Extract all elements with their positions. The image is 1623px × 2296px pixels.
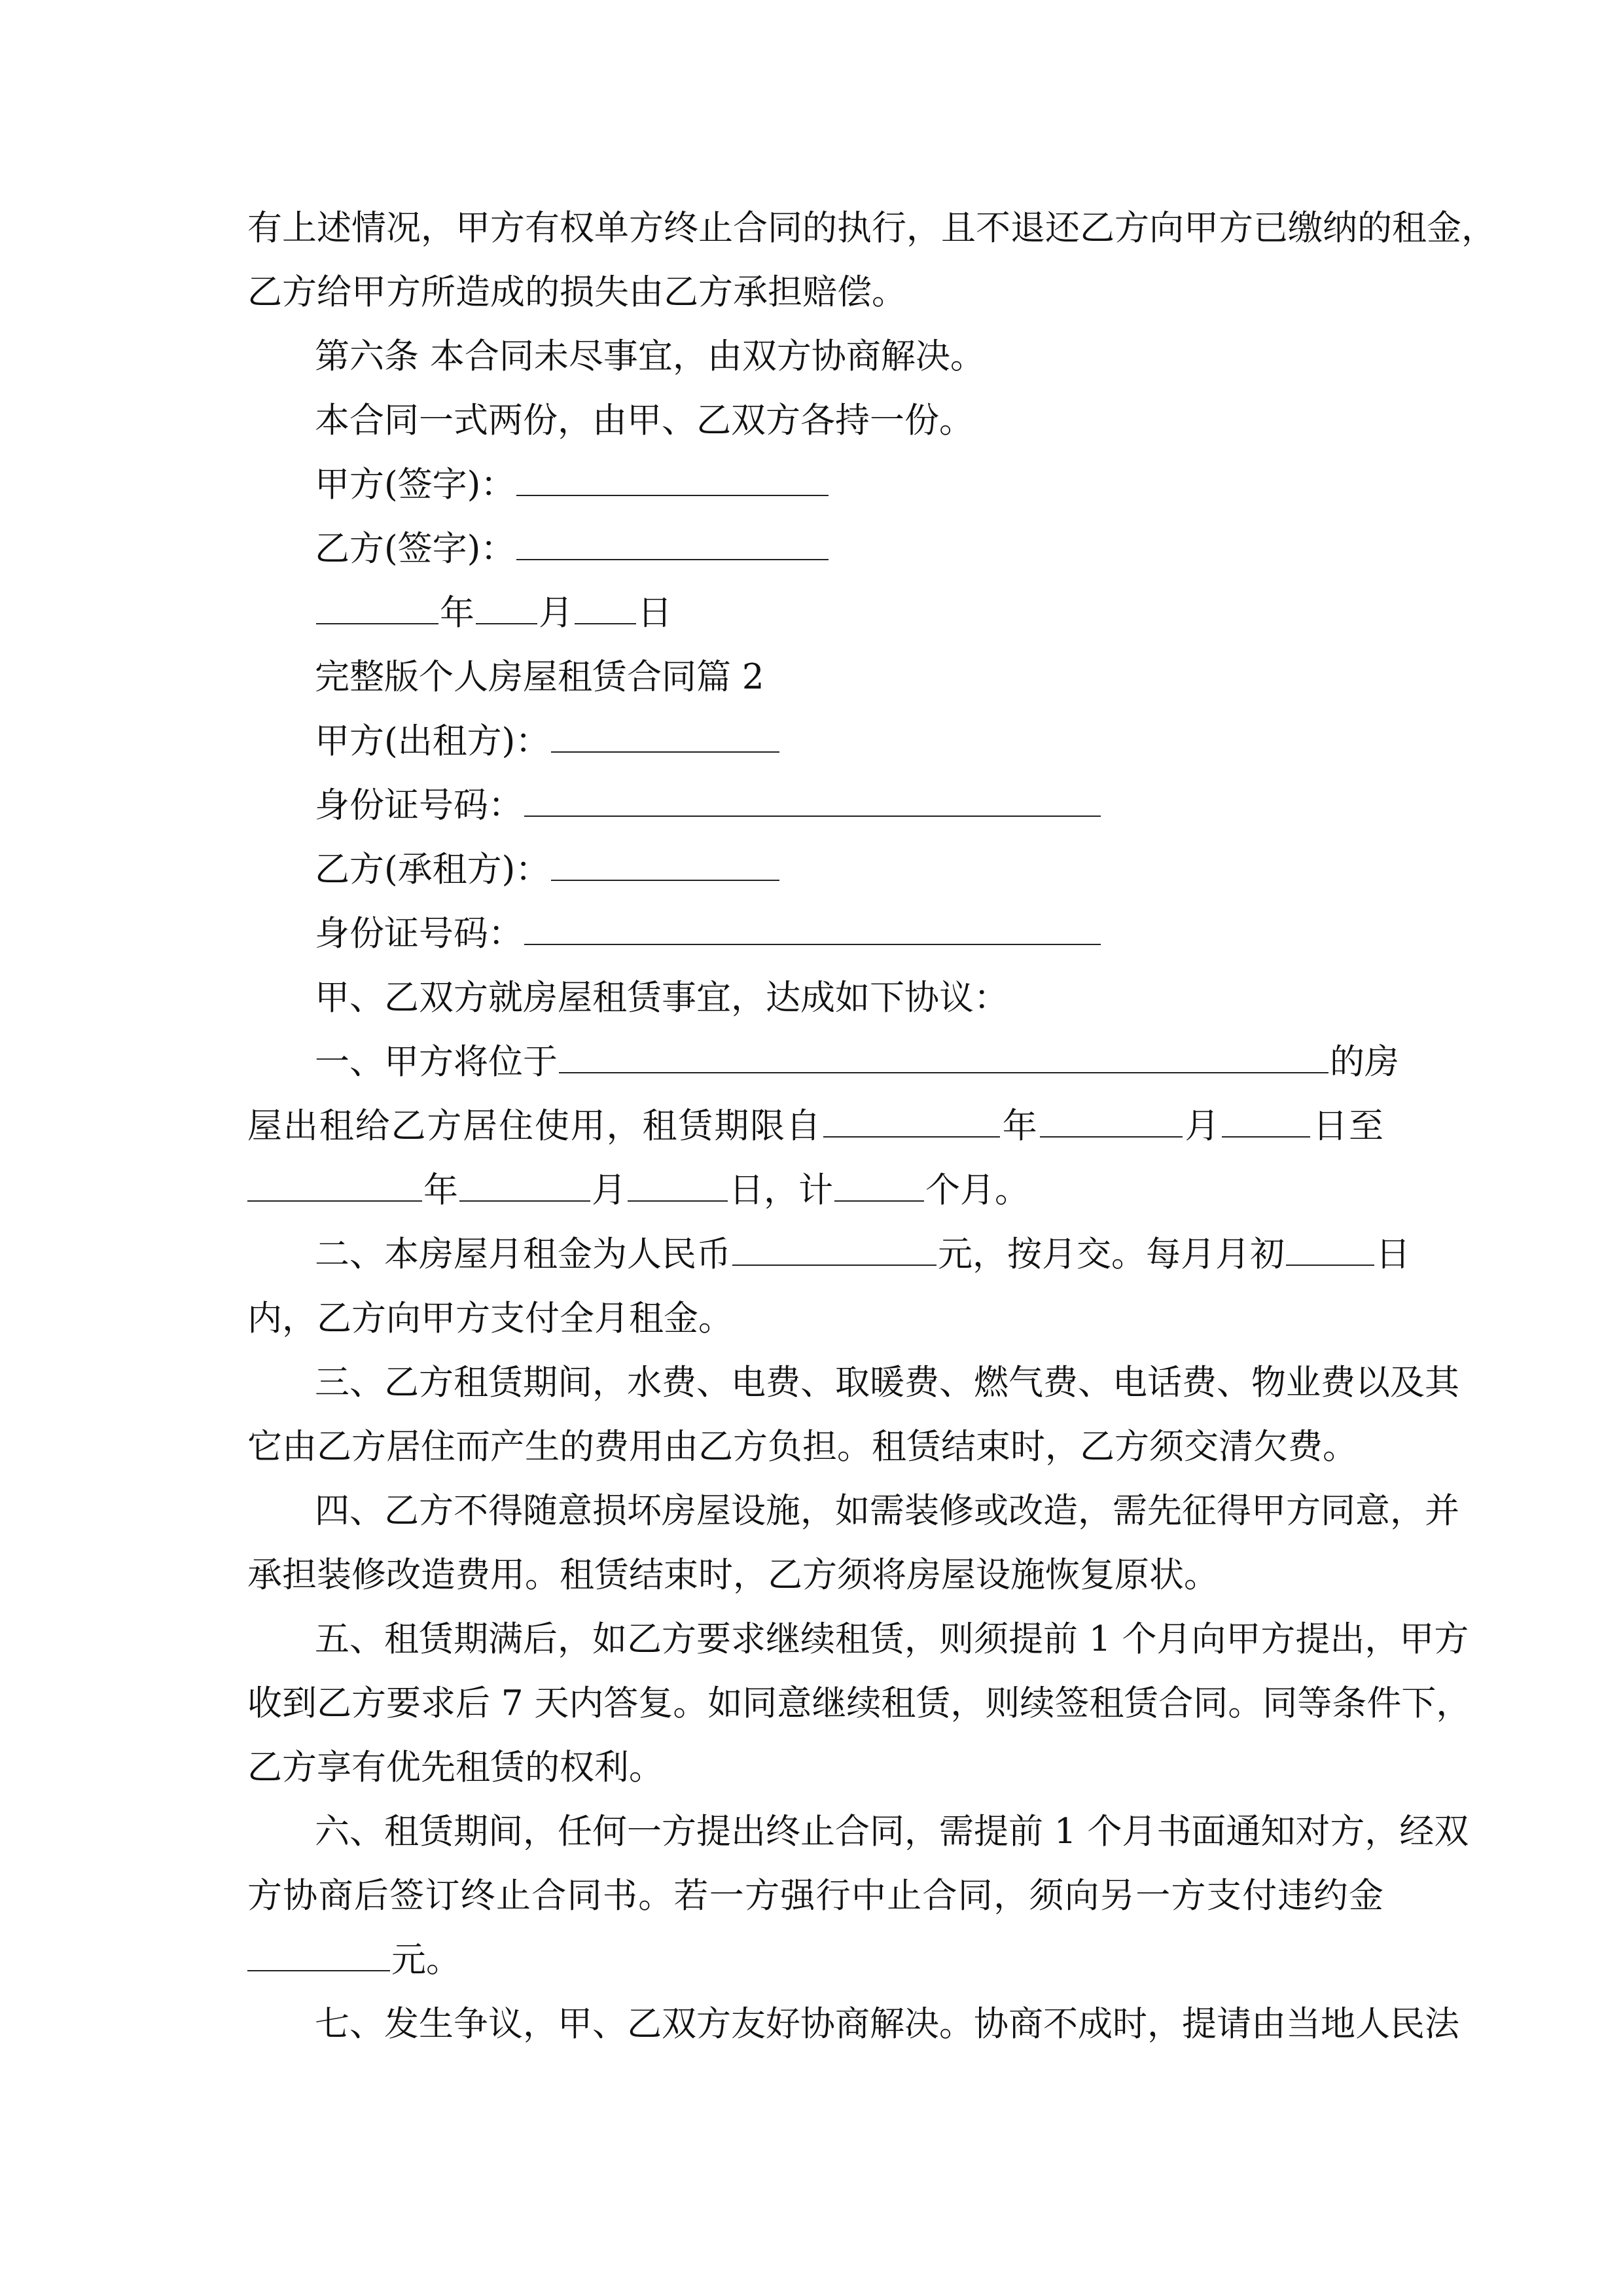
blank[interactable] xyxy=(834,1160,924,1202)
address-blank[interactable] xyxy=(559,1031,1329,1073)
text: 元。 xyxy=(391,1940,461,1980)
clause-6-line xyxy=(247,1928,1383,1992)
text: 月 xyxy=(592,1170,626,1210)
blank[interactable] xyxy=(1286,1224,1374,1266)
label: 甲方(签字)： xyxy=(315,465,516,505)
clause-1-line xyxy=(247,1158,1383,1223)
clause-6-line: 方协商后签订终止合同书。若一方强行中止合同，须向另一方支付违约金 xyxy=(247,1876,1383,1916)
clause-1-line xyxy=(247,1030,1399,1094)
blank[interactable] xyxy=(628,1160,728,1202)
article-six: 第六条 本合同未尽事宜，由双方协商解决。 xyxy=(315,336,985,376)
label: 乙方(签字)： xyxy=(315,529,516,569)
signature-blank[interactable] xyxy=(516,454,829,496)
clause-2-line: 内，乙方向甲方支付全月租金。 xyxy=(247,1299,733,1338)
id-blank[interactable] xyxy=(524,775,1101,817)
text-line: 有上述情况，甲方有权单方终止合同的执行，且不退还乙方向甲方已缴纳的租金， xyxy=(247,208,1496,248)
text: 个月。 xyxy=(925,1170,1029,1210)
text: 屋出租给乙方居住使用，租赁期限自 xyxy=(247,1106,822,1146)
label: 身份证号码： xyxy=(315,914,523,954)
lessor-line xyxy=(247,709,1383,774)
clause-5-line: 收到乙方要求后 7 天内答复。如同意继续租赁，则续签租赁合同。同等条件下， xyxy=(247,1683,1471,1723)
month-blank[interactable] xyxy=(476,583,537,624)
clause-3-line: 三、乙方租赁期间，水费、电费、取暖费、燃气费、电话费、物业费以及其 xyxy=(315,1363,1459,1403)
text: 日，计 xyxy=(729,1170,833,1210)
penalty-blank[interactable] xyxy=(247,1929,390,1971)
signature-blank[interactable] xyxy=(516,518,829,560)
label: 日 xyxy=(637,593,672,633)
section-title: 完整版个人房屋租赁合同篇 2 xyxy=(315,657,764,697)
lessor-blank[interactable] xyxy=(551,711,779,753)
clause-3-line: 它由乙方居住而产生的费用由乙方负担。租赁结束时，乙方须交清欠费。 xyxy=(247,1427,1357,1467)
clause-4-line: 四、乙方不得随意损坏房屋设施，如需装修或改造，需先征得甲方同意，并 xyxy=(315,1491,1459,1531)
label: 月 xyxy=(539,593,573,633)
clause-5-line: 乙方享有优先租赁的权利。 xyxy=(247,1748,664,1787)
text: 月 xyxy=(1183,1106,1221,1146)
blank[interactable] xyxy=(459,1160,590,1202)
blank[interactable] xyxy=(247,1160,422,1202)
text: 一、甲方将位于 xyxy=(315,1042,558,1082)
year-blank[interactable] xyxy=(316,583,438,624)
text: 年 xyxy=(423,1170,458,1210)
date-line xyxy=(247,581,1383,645)
clause-4-line: 承担装修改造费用。租赁结束时，乙方须将房屋设施恢复原状。 xyxy=(247,1555,1219,1595)
clause-5-line: 五、租赁期满后，如乙方要求继续租赁，则须提前 1 个月向甲方提出，甲方 xyxy=(315,1619,1469,1659)
lessor-id-line xyxy=(247,774,1383,838)
day-blank[interactable] xyxy=(575,583,636,624)
rent-blank[interactable] xyxy=(732,1224,936,1266)
intro-line: 甲、乙双方就房屋租赁事宜，达成如下协议： xyxy=(315,978,1008,1018)
text: 二、本房屋月租金为人民币 xyxy=(315,1234,731,1274)
document-page xyxy=(247,196,1496,2056)
blank[interactable] xyxy=(1040,1096,1183,1138)
label: 身份证号码： xyxy=(315,785,523,825)
party-b-signature xyxy=(247,517,1383,581)
blank[interactable] xyxy=(823,1096,1000,1138)
label: 年 xyxy=(440,593,474,633)
copies-clause: 本合同一式两份，由甲、乙双方各持一份。 xyxy=(315,401,974,440)
id-blank[interactable] xyxy=(524,903,1101,945)
label: 乙方(承租方)： xyxy=(315,850,550,889)
text: 日 xyxy=(1376,1234,1410,1274)
text: 的房 xyxy=(1330,1042,1399,1082)
text-line: 乙方给甲方所造成的损失由乙方承担赔偿。 xyxy=(247,272,906,312)
clause-1-line xyxy=(247,1094,1383,1158)
blank[interactable] xyxy=(1222,1096,1310,1138)
label: 甲方(出租方)： xyxy=(315,721,550,761)
lessee-blank[interactable] xyxy=(551,839,779,881)
text: 年 xyxy=(1001,1106,1039,1146)
lessee-id-line xyxy=(247,902,1383,966)
text: 元，按月交。每月月初 xyxy=(938,1234,1285,1274)
clause-6-line: 六、租赁期间，任何一方提出终止合同，需提前 1 个月书面通知对方，经双 xyxy=(315,1812,1469,1852)
text: 日至 xyxy=(1311,1106,1384,1146)
clause-7-line: 七、发生争议，甲、乙双方友好协商解决。协商不成时，提请由当地人民法 xyxy=(315,2004,1459,2044)
clause-2-line xyxy=(247,1223,1410,1287)
party-a-signature xyxy=(247,453,1383,517)
lessee-line xyxy=(247,838,1383,902)
